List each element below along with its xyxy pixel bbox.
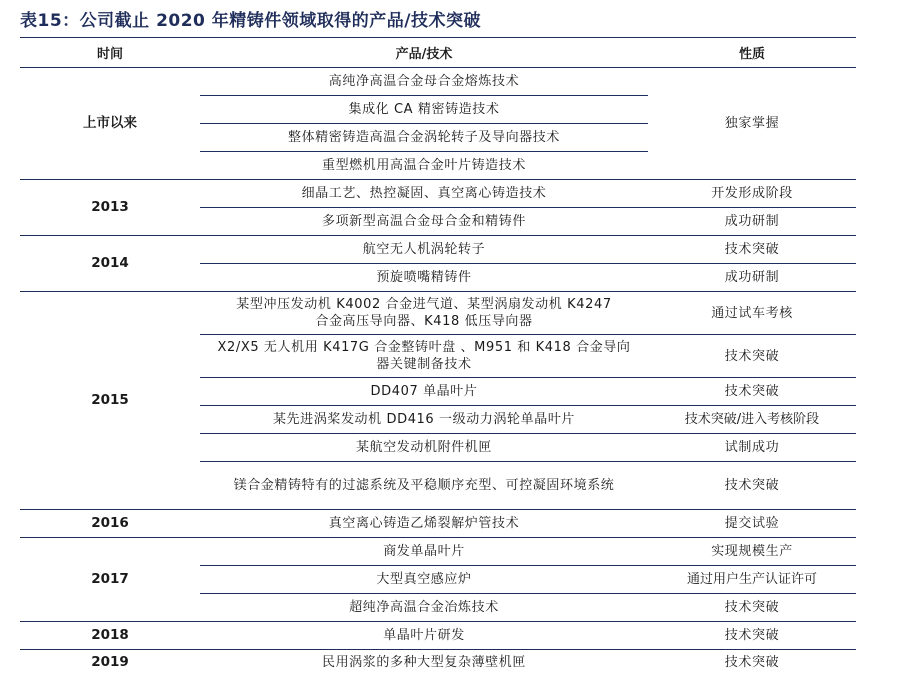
- nature-cell: 通过用户生产认证许可: [648, 566, 856, 594]
- product-cell: 民用涡浆的多种大型复杂薄壁机匣: [321, 655, 526, 671]
- nature-cell: 独家掌握: [648, 68, 856, 180]
- table-row: [20, 510, 856, 538]
- product-cell: 真空离心铸造乙烯裂解炉管技术: [200, 510, 648, 538]
- product-cell: 预旋喷嘴精铸件: [200, 264, 648, 292]
- product-cell: 重型燃机用高温合金叶片铸造技术: [200, 152, 648, 180]
- table-row: [20, 68, 856, 96]
- nature-cell: 技术突破: [648, 594, 856, 622]
- product-text: 某型冲压发动机 K4002 合金进气道、某型涡扇发动机 K4247 合金高压导向器、K418 低压导向器: [236, 297, 612, 329]
- product-cell: 某先进涡桨发动机 DD416 一级动力涡轮单晶叶片: [200, 406, 648, 434]
- time-cell: 2013: [20, 180, 200, 236]
- nature-cell: 提交试验: [648, 510, 856, 538]
- product-cell: 超纯净高温合金冶炼技术: [200, 594, 648, 622]
- time-cell: 2018: [20, 622, 200, 650]
- table-row: [20, 622, 856, 650]
- table-row: [20, 538, 856, 566]
- product-cell: 整体精密铸造高温合金涡轮转子及导向器技术: [200, 124, 648, 152]
- achievements-table: [20, 37, 856, 676]
- table-row: [20, 236, 856, 264]
- time-cell: 2015: [20, 292, 200, 510]
- nature-cell: 实现规模生产: [648, 538, 856, 566]
- header-nature: 性质: [648, 38, 856, 68]
- product-cell: DD407 单晶叶片: [200, 378, 648, 406]
- time-cell: 2019: [91, 654, 129, 671]
- product-cell: 商发单晶叶片: [200, 538, 648, 566]
- time-cell: 上市以来: [20, 68, 200, 180]
- header-product: 产品/技术: [200, 38, 648, 68]
- product-cell: 某航空发动机附件机匣: [200, 434, 648, 462]
- header-time: 时间: [20, 38, 200, 68]
- nature-cell: 成功研制: [648, 264, 856, 292]
- table-row: [20, 292, 856, 335]
- table-row: [20, 180, 856, 208]
- product-cell: 多项新型高温合金母合金和精铸件: [200, 208, 648, 236]
- nature-cell: 成功研制: [648, 208, 856, 236]
- product-cell: 大型真空感应炉: [200, 566, 648, 594]
- product-cell: 集成化 CA 精密铸造技术: [200, 96, 648, 124]
- nature-cell: 试制成功: [648, 434, 856, 462]
- nature-cell: 开发形成阶段: [648, 180, 856, 208]
- product-cell: 单晶叶片研发: [200, 622, 648, 650]
- product-cell: 高纯净高温合金母合金熔炼技术: [200, 68, 648, 96]
- table-title: 表15：公司截止 2020 年精铸件领域取得的产品/技术突破: [20, 11, 482, 31]
- table-row: [20, 650, 856, 676]
- product-text: X2/X5 无人机用 K417G 合金整铸叶盘 、M951 和 K418 合金导向器关键制备技术: [217, 340, 631, 372]
- time-cell: 2014: [20, 236, 200, 292]
- product-cell: [200, 462, 648, 510]
- product-cell: [200, 335, 648, 378]
- nature-cell: 技术突破: [648, 378, 856, 406]
- product-cell: [200, 292, 648, 335]
- product-text: 镁合金精铸特有的过滤系统及平稳顺序充型、可控凝固环境系统: [233, 478, 615, 493]
- nature-cell: 技术突破: [648, 236, 856, 264]
- time-cell: 2017: [20, 538, 200, 622]
- nature-cell: 技术突破: [648, 622, 856, 650]
- nature-cell: 技术突破: [648, 462, 856, 510]
- nature-cell: 技术突破/进入考核阶段: [648, 406, 856, 434]
- header-row: [20, 38, 856, 68]
- nature-cell: 通过试车考核: [648, 292, 856, 335]
- nature-cell: 技术突破: [724, 655, 780, 671]
- nature-cell: 技术突破: [648, 335, 856, 378]
- product-cell: 细晶工艺、热控凝固、真空离心铸造技术: [200, 180, 648, 208]
- product-cell: 航空无人机涡轮转子: [200, 236, 648, 264]
- time-cell: 2016: [20, 510, 200, 538]
